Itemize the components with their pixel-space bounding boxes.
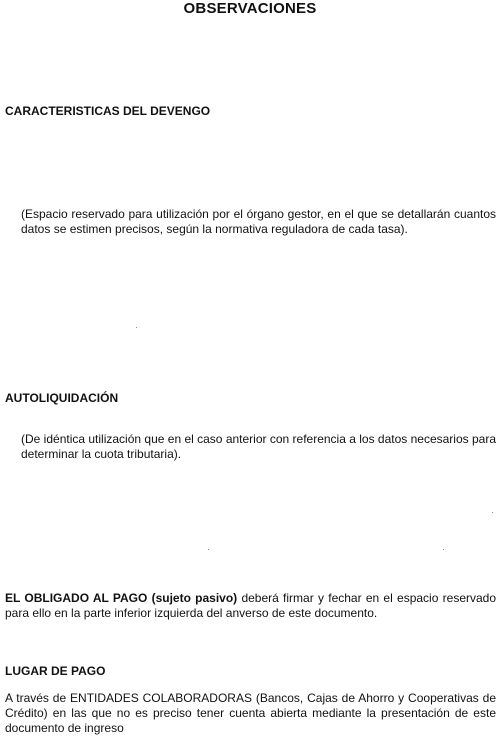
- paragraph-obligado-al-pago: [5, 591, 496, 621]
- scan-speck: [443, 549, 444, 550]
- scan-speck: [208, 549, 209, 550]
- obligado-al-pago-text: deberá firmar y fechar en el espacio reservado para ello en la parte inferior izquierda del anverso de este documento.: [5, 591, 497, 620]
- paragraph-autoliquidacion: (De idéntica utilización que en el caso anterior con referencia a los datos necesarios para determinar la cuota tributaria).: [21, 432, 496, 461]
- obligado-al-pago-lead: EL OBLIGADO AL PAGO (sujeto pasivo): [5, 591, 238, 605]
- paragraph-lugar-de-pago: A través de ENTIDADES COLABORADORAS (Bancos, Cajas de Ahorro y Cooperativas de Crédito) en las que no es preciso tener cuenta abierta mediante la presentación de este documento de ingreso: [5, 691, 496, 735]
- heading-caracteristicas-devengo: CARACTERISTICAS DEL DEVENGO: [5, 104, 211, 118]
- scan-speck: [492, 512, 493, 513]
- heading-lugar-de-pago: LUGAR DE PAGO: [5, 664, 106, 678]
- heading-autoliquidacion: AUTOLIQUIDACIÓN: [5, 391, 119, 405]
- scan-speck: [136, 327, 137, 328]
- page-title: OBSERVACIONES: [183, 0, 317, 17]
- paragraph-caracteristicas-devengo: (Espacio reservado para utilización por el órgano gestor, en el que se detallarán cuantos datos se estimen precisos, según la normativa reguladora de cada tasa).: [21, 207, 496, 236]
